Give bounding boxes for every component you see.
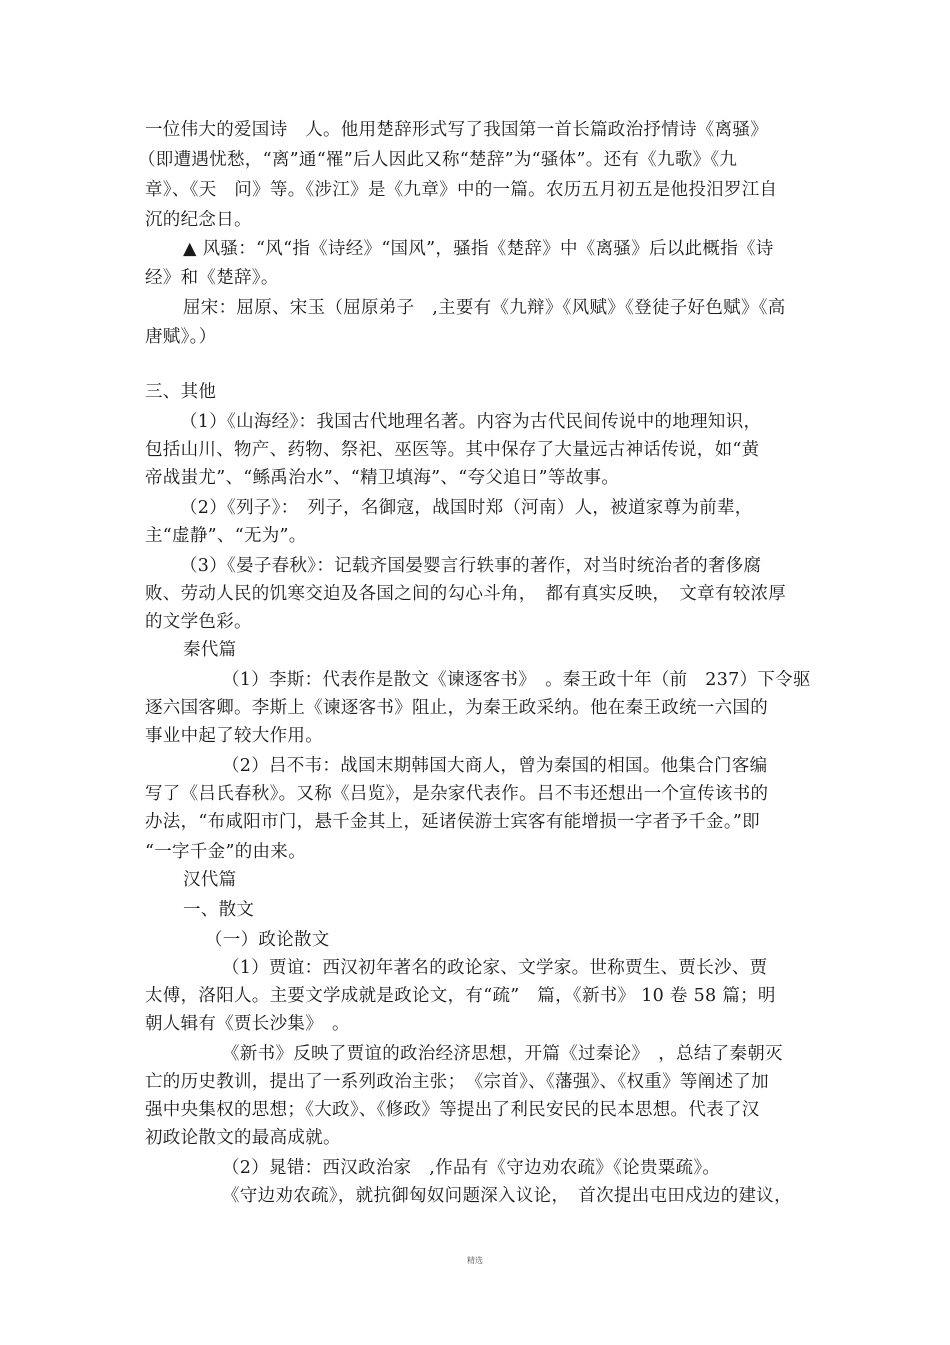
section-heading: 三、其他 [145,382,217,402]
text-line: 初政论散文的最高成就。 [145,1128,341,1148]
text-line: 包括山川、物产、药物、祭祀、巫医等。其中保存了大量远古神话传说，如“黄 [145,440,760,460]
text-line: 章》、《天 问》等。《涉江》是《九章》中的一篇。农历五月初五是他投汨罗江自 [145,180,778,200]
text-line: 强中央集权的思想；《大政》、《修政》等提出了利民安民的民本思想。代表了汉 [145,1100,760,1120]
text-line: （1）贾谊：西汉初年著名的政论家、文学家。世称贾生、贾长沙、贾 [222,958,768,978]
section-heading: （一）政论散文 [205,930,330,950]
text-line: （即遭遇忧愁，“离”通“罹”后人因此又称“楚辞”为“骚体”。还有《九歌》《九 [138,150,738,170]
text-line: 屈宋：屈原、宋玉（屈原弟子 ,主要有《九辩》《风赋》《登徒子好色赋》《高 [183,298,786,318]
text-line: 沉的纪念日。 [145,210,252,230]
text-line: 的文学色彩。 [145,612,252,632]
text-line: 唐赋》。） [145,327,217,347]
text-line: 亡的历史教训，提出了一系列政治主张； 《宗首》、《藩强》、《权重》等阐述了加 [145,1072,769,1092]
text-line: 《守边劝农疏》，就抗御匈奴问题深入议论， 首次提出屯田戍边的建议， [222,1186,792,1206]
section-heading: 秦代篇 [183,640,237,660]
text-line: 写了《吕氏春秋》。又称《吕览》，是杂家代表作。吕不韦还想出一个宣传该书的 [145,784,769,804]
text-line: 《新书》反映了贾谊的政治经济思想，开篇《过秦论》 ，总结了秦朝灭 [222,1044,783,1064]
section-heading: 汉代篇 [183,870,237,890]
text-line: 主“虚静”、“无为”。 [145,526,307,546]
text-line: 太傅，洛阳人。主要文学成就是政论文，有“疏” 篇，《新书》 10 卷 58 篇；明 [145,986,776,1006]
text-line: （2）吕不韦：战国末期韩国大商人，曾为秦国的相国。他集合门客编 [222,756,768,776]
text-line: 朝人辑有《贾长沙集》 。 [145,1014,350,1034]
text-line: 一位伟大的爱国诗 人。他用楚辞形式写了我国第一首长篇政治抒情诗《离骚》 [145,120,768,140]
text-line: （1）李斯：代表作是散文《谏逐客书》 。秦王政十年（前 237）下令驱 [222,670,811,690]
text-line: （2）晁错：西汉政治家 ,作品有《守边劝农疏》《论贵粟疏》。 [222,1158,721,1178]
text-line: 逐六国客卿。李斯上《谏逐客书》阻止，为秦王政采纳。他在秦王政统一六国的 [145,698,768,718]
text-line: 败、劳动人民的饥寒交迫及各国之间的勾心斗角， 都有真实反映， 文章有较浓厚 [145,584,787,604]
text-line: （3）《晏子春秋》：记载齐国晏婴言行轶事的著作，对当时统治者的奢侈腐 [180,556,762,576]
section-heading: 一、散文 [183,900,255,920]
text-line: （1）《山海经》：我国古代地理名著。内容为古代民间传说中的地理知识， [180,412,762,432]
text-line: （2）《列子》： 列子，名御寇，战国时郑（河南）人，被道家尊为前辈， [180,498,753,518]
page-footer: 精选 [467,1256,483,1265]
text-line: 帝战蚩尤”、“鲧禹治水”、“精卫填海”、“夸父追日”等故事。 [145,468,620,488]
text-line: ▲ 风骚：“风“指《诗经》“国风”，骚指《楚辞》中《离骚》后以此概指《诗 [183,239,774,259]
text-line: 事业中起了较大作用。 [145,726,323,746]
text-line: 经》和《楚辞》。 [145,268,279,288]
text-line: 办法，“布咸阳市门，悬千金其上，延诸侯游士宾客有能增损一字者予千金。”即 [145,812,760,832]
text-line: “一字千金”的由来。 [145,842,306,862]
